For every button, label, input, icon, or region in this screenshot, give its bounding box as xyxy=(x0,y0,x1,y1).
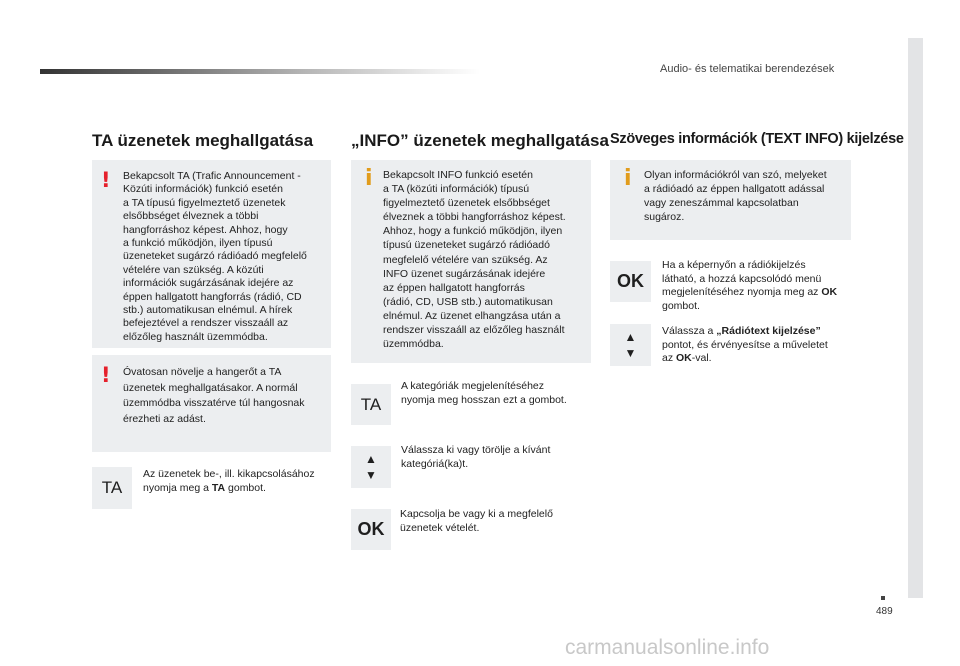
info-icon: i xyxy=(624,166,632,191)
col3-title: Szöveges információk (TEXT INFO) kijelzése xyxy=(610,131,904,147)
warning-icon: ! xyxy=(101,363,111,387)
ok-toggle-desc: Kapcsolja be vagy ki a megfelelő üzenetek vételét. xyxy=(400,508,553,534)
arrow-up-icon: ▲ xyxy=(624,330,637,344)
ta-info-box xyxy=(92,160,331,348)
up-down-arrows-icon xyxy=(610,324,651,366)
info-text: Bekapcsolt INFO funkció esetén a TA (közúti információk) típusú figyelmeztető üzenetek elsőbbséget élveznek a többi hangforráshoz képest. Ahhoz, hogy a funkció működjön, ilyen típusú üzeneteket sugárzó rádióadó megfelelő vételére van szükség. Az INFO üzenet sugárzásának idejére az éppen hallgatott hangforrás (rádió, CD, USB stb.) automatikusan elnémul. Az üzenet elhangzása után a rendszer visszaáll az előzőleg használt üzemmódba. xyxy=(383,169,566,351)
arrow-down-icon: ▼ xyxy=(624,346,637,360)
volume-warning-box xyxy=(92,355,331,452)
arrow-up-icon: ▲ xyxy=(365,452,377,466)
radiotext-select-desc: Válassza a „Rádiótext kijelzése” pontot, és érvényesítse a műveletet az OK-val. xyxy=(662,325,828,365)
header-gradient-bar xyxy=(40,69,480,74)
ta-category-desc: A kategóriák megjelenítéséhez nyomja meg hosszan ezt a gombot. xyxy=(401,380,567,406)
info-icon: i xyxy=(365,166,373,191)
ok-button-icon: OK xyxy=(610,261,651,302)
watermark: carmanualsonline.info xyxy=(565,636,770,659)
text-info-box xyxy=(610,160,851,240)
ta-button-desc: Az üzenetek be-, ill. kikapcsolásához nyomja meg a TA gombot. xyxy=(143,468,315,494)
ta-button-icon: TA xyxy=(351,384,391,425)
ta-info-text: Bekapcsolt TA (Trafic Announcement - Közúti információk) funkció esetén a TA típusú figyelmeztető üzenetek elsőbbséget élveznek a többi hangforráshoz képest. Ahhoz, hogy a funkció működjön, ilyen típusú üzeneteket sugárzó rádióadó megfelelő vételére van szükség. A közúti információk sugárzásának idejére az éppen hallgatott hangforrás (rádió, CD stb.) automatikusan elnémul. A hírek befejeztével a rendszer visszaáll az előzőleg használt üzemmódba. xyxy=(123,170,307,343)
volume-warning-text: Óvatosan növelje a hangerőt a TA üzenetek meghallgatásakor. A normál üzemmódba visszatérve túl hangosnak érezheti az adást. xyxy=(123,366,305,425)
ok-button-icon: OK xyxy=(351,509,391,550)
category-select-desc: Válassza ki vagy törölje a kívánt kategóriá(ka)t. xyxy=(401,444,551,470)
warning-icon: ! xyxy=(101,168,111,192)
col2-title: „INFO” üzenetek meghallgatása xyxy=(351,131,609,150)
page-number: 489 xyxy=(876,606,893,617)
page-marker xyxy=(881,596,885,600)
col1-title: TA üzenetek meghallgatása xyxy=(92,131,314,150)
section-title: Audio- és telematikai berendezések xyxy=(660,63,835,75)
info-box xyxy=(351,160,591,363)
ok-menu-desc: Ha a képernyőn a rádiókijelzés látható, a hozzá kapcsolódó menü megjelenítéséhez nyomja meg az OK gombot. xyxy=(662,259,838,312)
text-info-text: Olyan információkról van szó, melyeket a rádióadó az éppen hallgatott adással vagy zeneszámmal kapcsolatban sugároz. xyxy=(644,169,827,223)
arrow-down-icon: ▼ xyxy=(365,468,377,482)
side-strip xyxy=(908,38,923,598)
ta-button-icon: TA xyxy=(92,467,132,509)
up-down-arrows-icon xyxy=(351,446,391,488)
